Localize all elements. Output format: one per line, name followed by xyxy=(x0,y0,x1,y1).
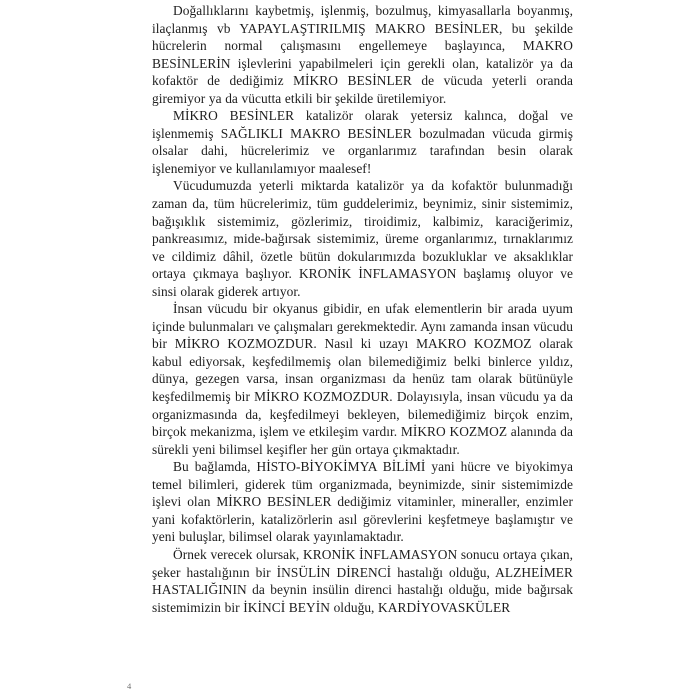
body-text-column xyxy=(152,0,573,616)
paragraph: Örnek verecek olursak, KRONİK İNFLAMASYON sonucu ortaya çıkan, şeker hastalığının bir İNSÜLİN DİRENCİ hastalığı olduğu, ALZHEİMER HASTALIĞININ da beynin insülin direnci hastalığı olduğu, mide bağırsak sistemimizin bir İKİNCİ BEYİN olduğu, KARDİYOVASKÜLER xyxy=(152,546,573,615)
page-number: 4 xyxy=(127,681,132,691)
paragraph: Doğallıklarını kaybetmiş, işlenmiş, bozulmuş, kimyasallarla boyanmış, ilaçlanmış vb YAPAYLAŞTIRILMIŞ MAKRO BESİNLER, bu şekilde hücrelerin normal çalışmasını engellemeye başlayınca, MAKRO BESİNLERİN işlevlerini yapabilmeleri için gerekli olan, katalizör ya da kofaktör de dediğimiz MİKRO BESİNLER de vücuda yeterli oranda giremiyor ya da vücutta etkili bir şekilde üretilemiyor. xyxy=(152,3,573,106)
paragraph: Bu bağlamda, HİSTO-BİYOKİMYA BİLİMİ yani hücre ve biyokimya temel bilimleri, giderek tüm organizmada, beynimizde, sinir sistemimizde işlevi olan MİKRO BESİNLER dediğimiz vitaminler, mineraller, enzimler yani kofaktörlerin, katalizörlerin asıl görevlerini keşfetmeye başlamıştır ve yeni buluşlar, bilimsel olarak yayınlamaktadır. xyxy=(152,459,573,545)
paragraph: MİKRO BESİNLER katalizör olarak yetersiz kalınca, doğal ve işlenmemiş SAĞLIKLI MAKRO BESİNLER bozulmadan vücuda girmiş olsalar dahi, hücrelerimiz ve organlarımız tarafından besin olarak işlenemiyor ve kullanılamıyor maalesef! xyxy=(152,108,573,176)
paragraph: Vücudumuzda yeterli miktarda katalizör ya da kofaktör bulunmadığı zaman da, tüm hücrelerimiz, tüm guddelerimiz, beynimiz, sinir sistemimiz, bağışıklık sistemimiz, gözlerimiz, tiroidimiz, kalbimiz, karaciğerimiz, pankreasımız, mide-bağırsak sistemimiz, üreme organlarımız, tırnaklarımız ve cildimiz dâhil, özetle bütün dokularımızda bozukluklar ve aksaklıklar ortaya çıkmaya başlıyor. KRONİK İNFLAMASYON başlamış oluyor ve sinsi olarak giderek artıyor. xyxy=(152,178,573,299)
paragraph: İnsan vücudu bir okyanus gibidir, en ufak elementlerin bir arada uyum içinde bulunmaları ve çalışmaları gerekmektedir. Aynı zamanda insan vücudu bir MİKRO KOZMOZDUR. Nasıl ki uzayı MAKRO KOZMOZ olarak kabul ediyorsak, keşfedilmemiş olan bilemediğimiz belki binlerce yıldız, dünya, gezegen varsa, insan organizması da henüz tam olarak bütünüyle keşfedilmemiş bir MİKRO KOZMOZDUR. Dolayısıyla, insan vücudu ya da organizmasında da, keşfedilmeyi bekleyen, bilemediğimiz birçok enzim, birçok mekanizma, işlem ve etkileşim vardır. MİKRO KOZMOZ alanında da sürekli yeni bilimsel keşifler her gün ortaya çıkmaktadır. xyxy=(152,301,573,457)
